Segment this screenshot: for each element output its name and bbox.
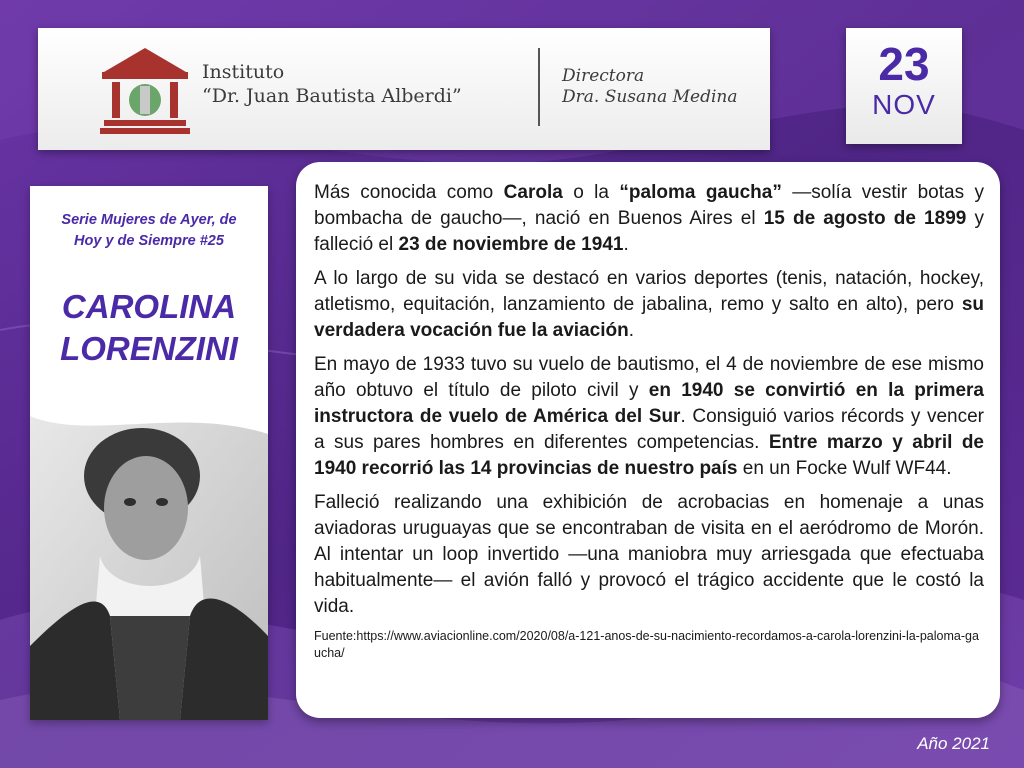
header-divider — [538, 48, 540, 126]
text-span: . — [628, 320, 634, 341]
institute-temple-logo-icon — [98, 42, 192, 136]
director-name: Dra. Susana Medina — [562, 87, 738, 107]
article-paragraph-4: Falleció realizando una exhibición de acrobacias en homenaje a unas aviadoras uruguayas que se encontraban de visita en el aeródromo de Morón. Al intentar un loop invertido —una maniobra muy arriesgada que efectuaba habitualmente— el avión falló y provocó el trágico accidente que le costó la vida. — [314, 492, 984, 617]
text-span: y falleció el — [314, 208, 984, 255]
director-title: Directora — [562, 66, 645, 86]
institute-name-line1: Instituto — [202, 61, 285, 83]
article-paragraph-2 — [314, 266, 984, 344]
text-span: —solía vestir botas y bombacha de gaucho—, nació en Buenos Aires el — [314, 182, 984, 229]
source-link[interactable]: Fuente:https://www.aviacionline.com/2020/08/a-121-anos-de-su-nacimiento-recordamos-a-carola-lorenzini-la-paloma-gaucha/ — [314, 629, 979, 660]
person-name — [36, 286, 262, 370]
portrait-photo — [30, 416, 268, 720]
text-span: Más conocida como — [314, 182, 504, 203]
institute-name-line2: “Dr. Juan Bautista Alberdi” — [202, 85, 462, 107]
series-title-line1: Serie Mujeres de Ayer, de — [61, 212, 237, 228]
footer-year: Año 2021 — [917, 734, 990, 753]
text-span: en un Focke Wulf WF44. — [737, 458, 952, 479]
article-paragraph-1 — [314, 180, 984, 258]
text-span: o la — [562, 182, 620, 203]
bold-text: en 1940 se convirtió en la primera instructora de vuelo de América del Sur — [314, 380, 984, 427]
bold-text: 15 de agosto de 1899 — [763, 208, 967, 229]
article-card — [296, 162, 1000, 718]
profile-panel — [30, 186, 268, 720]
date-month: NOV — [872, 89, 936, 120]
header-banner — [38, 28, 770, 150]
bold-text: “paloma gaucha” — [619, 182, 782, 203]
date-day: 23 — [878, 38, 930, 90]
series-title-line2: Hoy y de Siempre #25 — [74, 233, 224, 249]
article-text — [314, 180, 984, 662]
text-span: A lo largo de su vida se destacó en varios deportes (tenis, natación, hockey, atletismo, equitación, lanzamiento de jabalina, remo y salto en alto), pero — [314, 268, 984, 315]
bold-text: Entre marzo y abril de 1940 recorrió las 14 provincias de nuestro país — [314, 432, 984, 479]
article-paragraph-3 — [314, 352, 984, 482]
text-span: . Consiguió varios récords y vencer a sus pares hombres en diferentes competencias. — [314, 406, 984, 453]
person-name-line2: LORENZINI — [60, 330, 238, 367]
bold-text: 23 de noviembre de 1941 — [398, 234, 624, 255]
text-span: . — [623, 234, 629, 255]
bold-text: su verdadera vocación fue la aviación — [314, 294, 984, 341]
director-block — [562, 66, 738, 108]
bold-text: Carola — [503, 182, 563, 203]
institute-name — [202, 60, 462, 108]
date-badge — [846, 28, 962, 144]
person-name-line1: CAROLINA — [61, 288, 237, 325]
series-title — [40, 210, 258, 252]
text-span: En mayo de 1933 tuvo su vuelo de bautismo, el 4 de noviembre de ese mismo año obtuvo el título de piloto civil y — [314, 354, 984, 401]
